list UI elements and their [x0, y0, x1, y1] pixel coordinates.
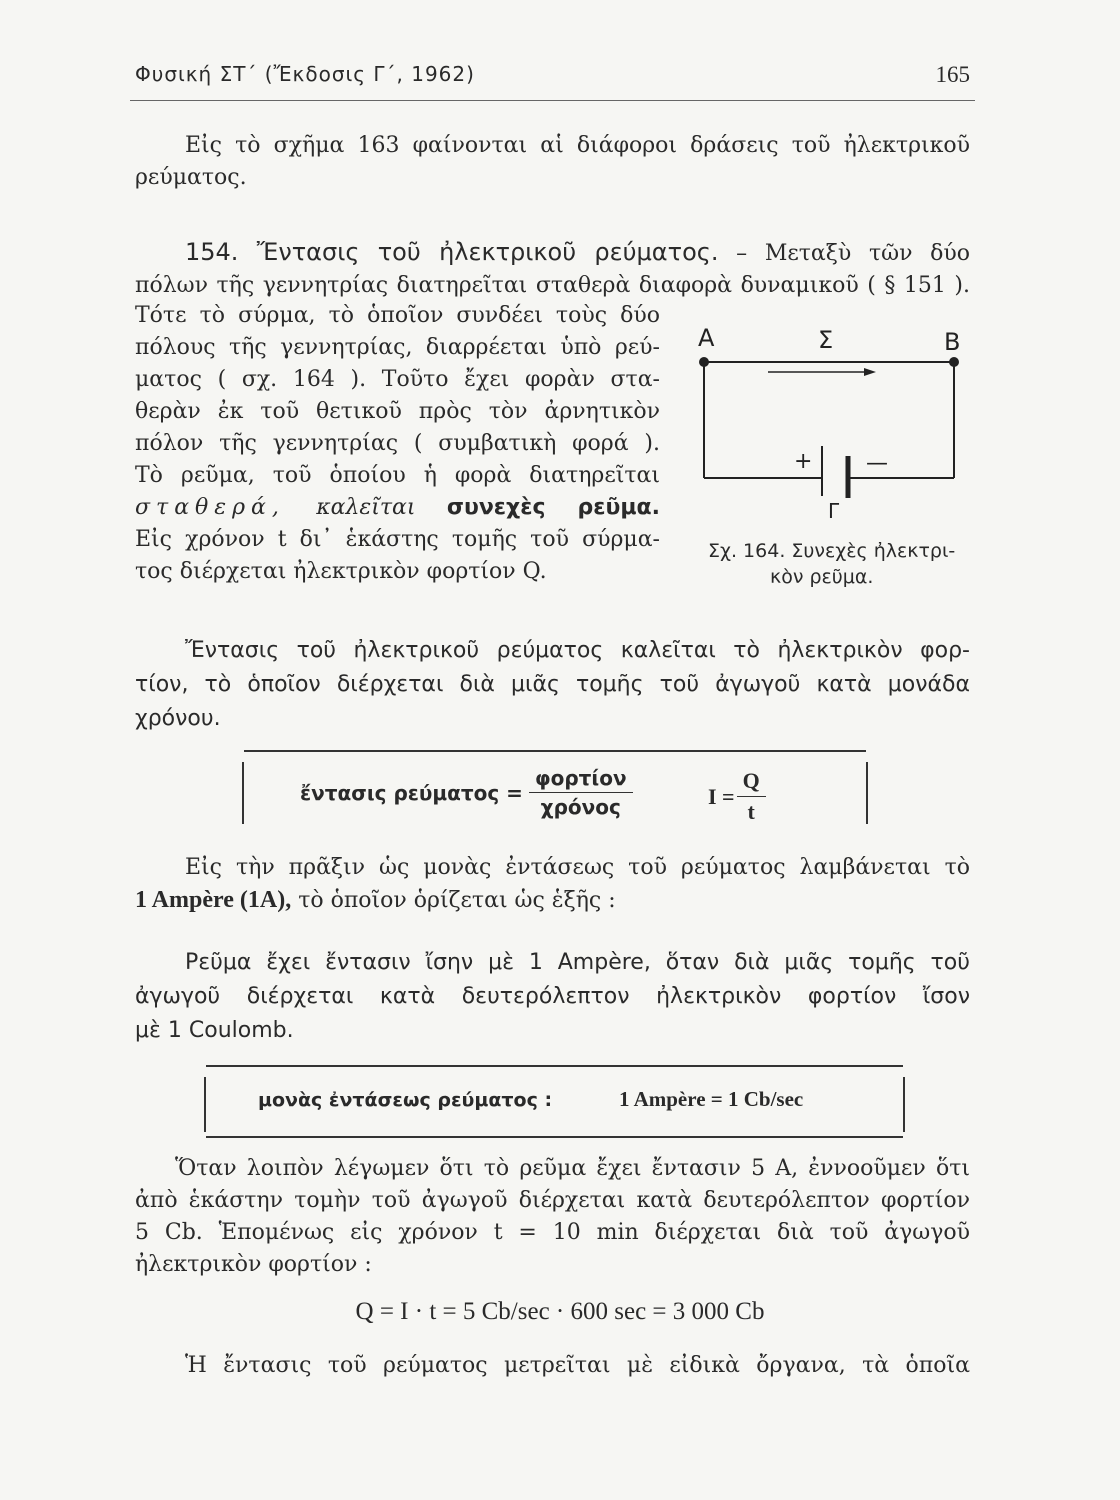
label-b: B: [944, 328, 961, 356]
definition-line: χρόνου.: [135, 706, 221, 731]
section-column-text: [135, 300, 660, 588]
unit-box: [204, 1077, 905, 1132]
example-line: ἠλεκτρικὸν φορτίον :: [135, 1252, 372, 1277]
unit-label: μονὰς ἐντάσεως ρεύματος :: [258, 1089, 553, 1111]
ampere-intro-rest: τὸ ὁποῖον ὁρίζεται ὡς ἑξῆς :: [298, 888, 616, 913]
definition-paragraph: [135, 634, 970, 736]
steady-word: σταθερά,: [135, 495, 285, 520]
fraction-t: t: [747, 799, 755, 824]
column-line: πόλους τῆς γεννητρίας, διαρρέεται ὑπὸ ρεύ-: [135, 335, 660, 360]
fraction-denominator: χρόνος: [540, 795, 621, 819]
intro-line: ρεύματος.: [135, 165, 247, 190]
figure-caption: [708, 538, 968, 590]
formula-box: [242, 762, 868, 824]
example-line: Ὅταν λοιπὸν λέγωμεν ὅτι τὸ ρεῦμα ἔχει ἔντασιν 5 A, ἐννοοῦμεν ὅτι: [175, 1156, 970, 1181]
formula-symbolic-fraction: [737, 768, 766, 825]
ampere-def-line: ἀγωγοῦ διέρχεται κατὰ δευτερόλεπτον ἠλεκτρικὸν φορτίον ἴσον: [135, 984, 970, 1009]
ampere-definition: [135, 946, 970, 1048]
column-line: θερὰν ἐκ τοῦ θετικοῦ πρὸς τὸν ἀρνητικὸν: [135, 399, 660, 424]
circuit-diagram: [690, 318, 980, 528]
column-line: πόλον τῆς γεννητρίας ( συμβατικὴ φορά ).: [135, 431, 660, 456]
column-line: Τότε τὸ σύρμα, τὸ ὁποῖον συνδέει τοὺς δύο: [135, 303, 660, 328]
section-line: πόλων τῆς γεννητρίας διατηρεῖται σταθερὰ διαφορὰ δυναμικοῦ ( § 151 ).: [135, 273, 970, 298]
example-paragraph: [135, 1153, 970, 1281]
column-line: Εἰς χρόνον t δι᾽ ἑκάστης τομῆς τοῦ σύρμα-: [135, 527, 660, 552]
formula-fraction: [529, 766, 633, 819]
plus-sign: +: [794, 449, 813, 474]
ampere-def-line: Ρεῦμα ἔχει ἔντασιν ἴσην μὲ 1 Ampère, ὅταν διὰ μιᾶς τομῆς τοῦ: [185, 950, 970, 975]
closing-paragraph: [135, 1350, 970, 1382]
called-word: καλεῖται: [316, 495, 416, 520]
label-sigma: Σ: [818, 326, 834, 354]
fraction-numerator: φορτίον: [529, 766, 633, 793]
intro-line: Εἰς τὸ σχῆμα 163 φαίνονται αἱ διάφοροι δράσεις τοῦ ἠλεκτρικοῦ: [185, 133, 970, 158]
definition-line: Ἔντασις τοῦ ἠλεκτρικοῦ ρεύματος καλεῖται τὸ ἠλεκτρικὸν φορ-: [185, 638, 970, 663]
gamma-label: Γ: [828, 499, 840, 523]
column-line: Τὸ ρεῦμα, τοῦ ὁποίου ἡ φορὰ διατηρεῖται: [135, 463, 660, 488]
running-header: Φυσική ΣΤ΄ (Ἔκδοσις Γ΄, 1962): [135, 62, 475, 86]
current-arrow-head: [864, 368, 876, 376]
closing-line: Ἡ ἔντασις τοῦ ρεύματος μετρεῖται μὲ εἰδικὰ ὄργανα, τὰ ὁποῖα: [185, 1353, 970, 1378]
ampere-def-line: μὲ 1 Coulomb.: [135, 1018, 294, 1043]
formula-lhs: ἔντασις ρεύματος =: [300, 780, 523, 805]
page-number: 165: [935, 62, 970, 87]
definition-line: τίον, τὸ ὁποῖον διέρχεται διὰ μιᾶς τομῆς τοῦ ἀγωγοῦ κατὰ μονάδα: [135, 672, 970, 697]
unit-value: 1 Ampère = 1 Cb/sec: [619, 1087, 804, 1111]
column-line: ματος ( σχ. 164 ). Τοῦτο ἔχει φορὰν στα-: [135, 367, 660, 392]
term-direct-current: συνεχὲς ρεῦμα.: [446, 495, 661, 520]
fraction-q: Q: [737, 768, 766, 797]
ampere-intro: [135, 852, 970, 917]
example-line: ἀπὸ ἑκάστην τομὴν τοῦ ἀγωγοῦ διέρχεται κατὰ δευτερόλεπτον φορτίον: [135, 1188, 970, 1213]
caption-line: Σχ. 164. Συνεχὲς ἠλεκτρι-: [708, 540, 956, 562]
column-line: τος διέρχεται ἠλεκτρικὸν φορτίον Q.: [135, 559, 547, 584]
charge-equation: Q = I · t = 5 Cb/sec · 600 sec = 3 000 Cb: [355, 1298, 765, 1325]
caption-line: κὸν ρεῦμα.: [770, 566, 874, 588]
intro-paragraph: [135, 130, 970, 194]
formula-i: I =: [708, 783, 735, 809]
header-rule: [130, 100, 975, 101]
example-line: 5 Cb. Ἑπομένως εἰς χρόνον t = 10 min διέρχεται διὰ τοῦ ἀγωγοῦ: [135, 1220, 970, 1245]
minus-sign: —: [866, 451, 888, 476]
section-lead: – Μεταξὺ τῶν δύο: [736, 241, 970, 266]
section-heading: 154. Ἔντασις τοῦ ἠλεκτρικοῦ ρεύματος.: [185, 238, 719, 266]
ampere-bold: 1 Ampère (1A),: [135, 887, 292, 913]
column-line-term: [135, 492, 660, 524]
label-a: A: [698, 324, 715, 352]
ampere-intro-line: Εἰς τὴν πρᾶξιν ὡς μονὰς ἐντάσεως τοῦ ρεύματος λαμβάνεται τὸ: [185, 855, 970, 880]
section-154: [135, 236, 970, 302]
